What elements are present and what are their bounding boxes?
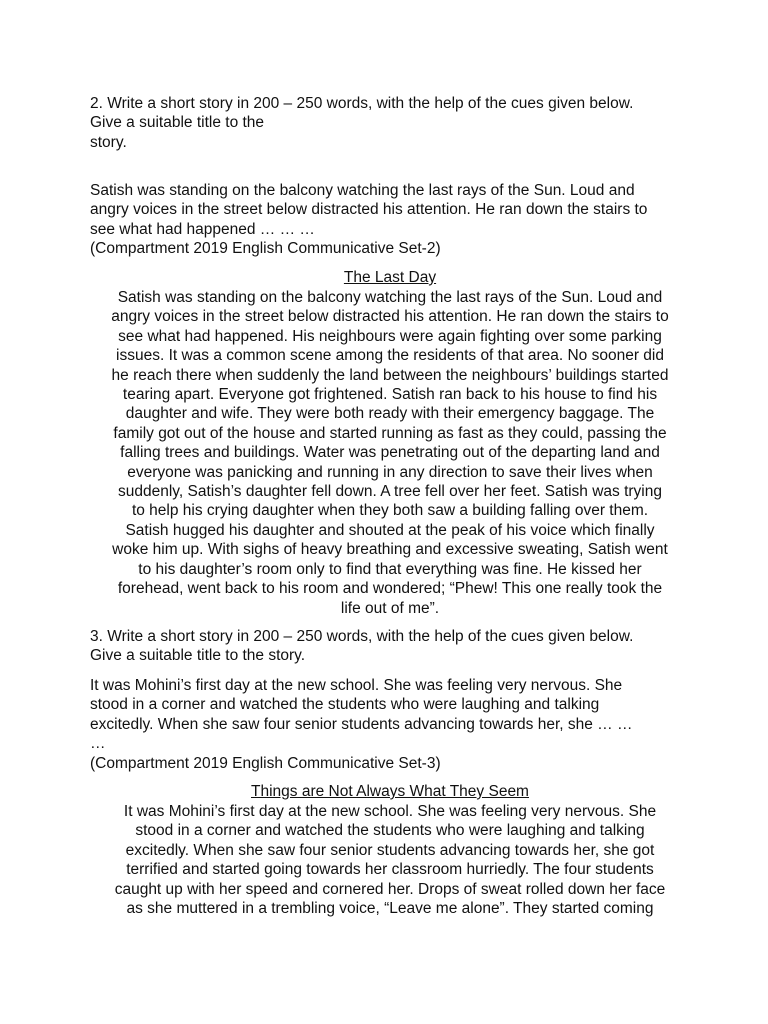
q3-cue-line: excitedly. When she saw four senior students advancing towards her, she … …: [90, 715, 633, 733]
q3-prompt-line: Give a suitable title to the story.: [90, 647, 306, 665]
q2-cue-line: Satish was standing on the balcony watching the last rays of the Sun. Loud and: [90, 182, 635, 199]
q2-story-line: suddenly, Satish’s daughter fell down. A tree fell over her feet. Satish was trying: [118, 483, 662, 501]
q2-story-line: issues. It was a common scene among the residents of that area. No sooner did: [116, 347, 664, 365]
q2-prompt: [90, 94, 690, 152]
q3-cue: [90, 676, 690, 773]
q3-story-line: caught up with her speed and cornered her. Drops of sweat rolled down her face: [114, 880, 666, 898]
q2-story-line: forehead, went back to his room and wondered; “Phew! This one really took the: [117, 580, 663, 598]
q2-story-line: tearing apart. Everyone got frightened. Satish ran back to his house to find his: [122, 386, 658, 404]
q3-story-line: terrified and started going towards her classroom hurriedly. The four students: [126, 861, 654, 879]
q3-story-line: as she muttered in a trembling voice, “Leave me alone”. They started coming: [126, 900, 654, 918]
q3-story-line: stood in a corner and watched the students who were laughing and talking: [135, 822, 645, 840]
q2-story-line: life out of me”.: [340, 599, 440, 617]
q3-prompt-line: 3. Write a short story in 200 – 250 words, with the help of the cues given below.: [90, 628, 634, 645]
q2-cue-line: angry voices in the street below distracted his attention. He ran down the stairs to: [90, 201, 648, 219]
q2-source-note: (Compartment 2019 English Communicative Set-2): [90, 240, 441, 258]
q2-cue-line: see what had happened … … …: [90, 220, 315, 238]
q3-story-title: Things are Not Always What They Seem: [251, 783, 529, 800]
q2-story-line: falling trees and buildings. Water was penetrating out of the departing land and: [120, 444, 660, 462]
q2-prompt-line: 2. Write a short story in 200 – 250 words, with the help of the cues given below.: [90, 95, 634, 112]
q3-story-line: It was Mohini’s first day at the new school. She was feeling very nervous. She: [123, 803, 657, 820]
q2-story-line: Satish hugged his daughter and shouted at the peak of his voice which finally: [125, 521, 655, 539]
q2-story-line: he reach there when suddenly the land between the neighbours’ buildings started: [111, 366, 669, 384]
q2-story-line: woke him up. With sighs of heavy breathing and excessive sweating, Satish went: [112, 541, 668, 559]
q2-cue: [90, 181, 690, 259]
q2-prompt-line: Give a suitable title to the: [90, 114, 265, 132]
q3-story-title-wrap: [90, 782, 690, 801]
q3-story: [90, 802, 690, 918]
q3-source-note: (Compartment 2019 English Communicative Set-3): [90, 754, 441, 772]
q2-story-line: Satish was standing on the balcony watching the last rays of the Sun. Loud and: [117, 289, 663, 306]
q3-cue-line: It was Mohini’s first day at the new school. She was feeling very nervous. She: [90, 677, 623, 694]
q3-cue-line: …: [90, 735, 106, 753]
q2-story-title-wrap: [90, 268, 690, 287]
q2-story: [90, 288, 690, 618]
q2-prompt-line: story.: [90, 133, 127, 151]
q2-story-line: to his daughter’s room only to find that everything was fine. He kissed her: [138, 560, 642, 578]
q2-story-line: angry voices in the street below distracted his attention. He ran down the stairs to: [111, 308, 669, 326]
q2-story-line: see what had happened. His neighbours were again fighting over some parking: [118, 327, 662, 345]
q2-story-line: daughter and wife. They were both ready with their emergency baggage. The: [125, 405, 655, 423]
q2-story-title: The Last Day: [343, 269, 437, 286]
q3-prompt: [90, 627, 690, 666]
q3-story-line: excitedly. When she saw four senior students advancing towards her, she got: [125, 841, 655, 859]
q2-story-line: everyone was panicking and running in any direction to save their lives when: [127, 463, 653, 481]
q2-story-line: family got out of the house and started running as fast as they could, passing the: [113, 424, 667, 442]
q3-cue-line: stood in a corner and watched the students who were laughing and talking: [90, 696, 600, 714]
q2-story-line: to help his crying daughter when they both saw a building falling over them.: [131, 502, 649, 520]
